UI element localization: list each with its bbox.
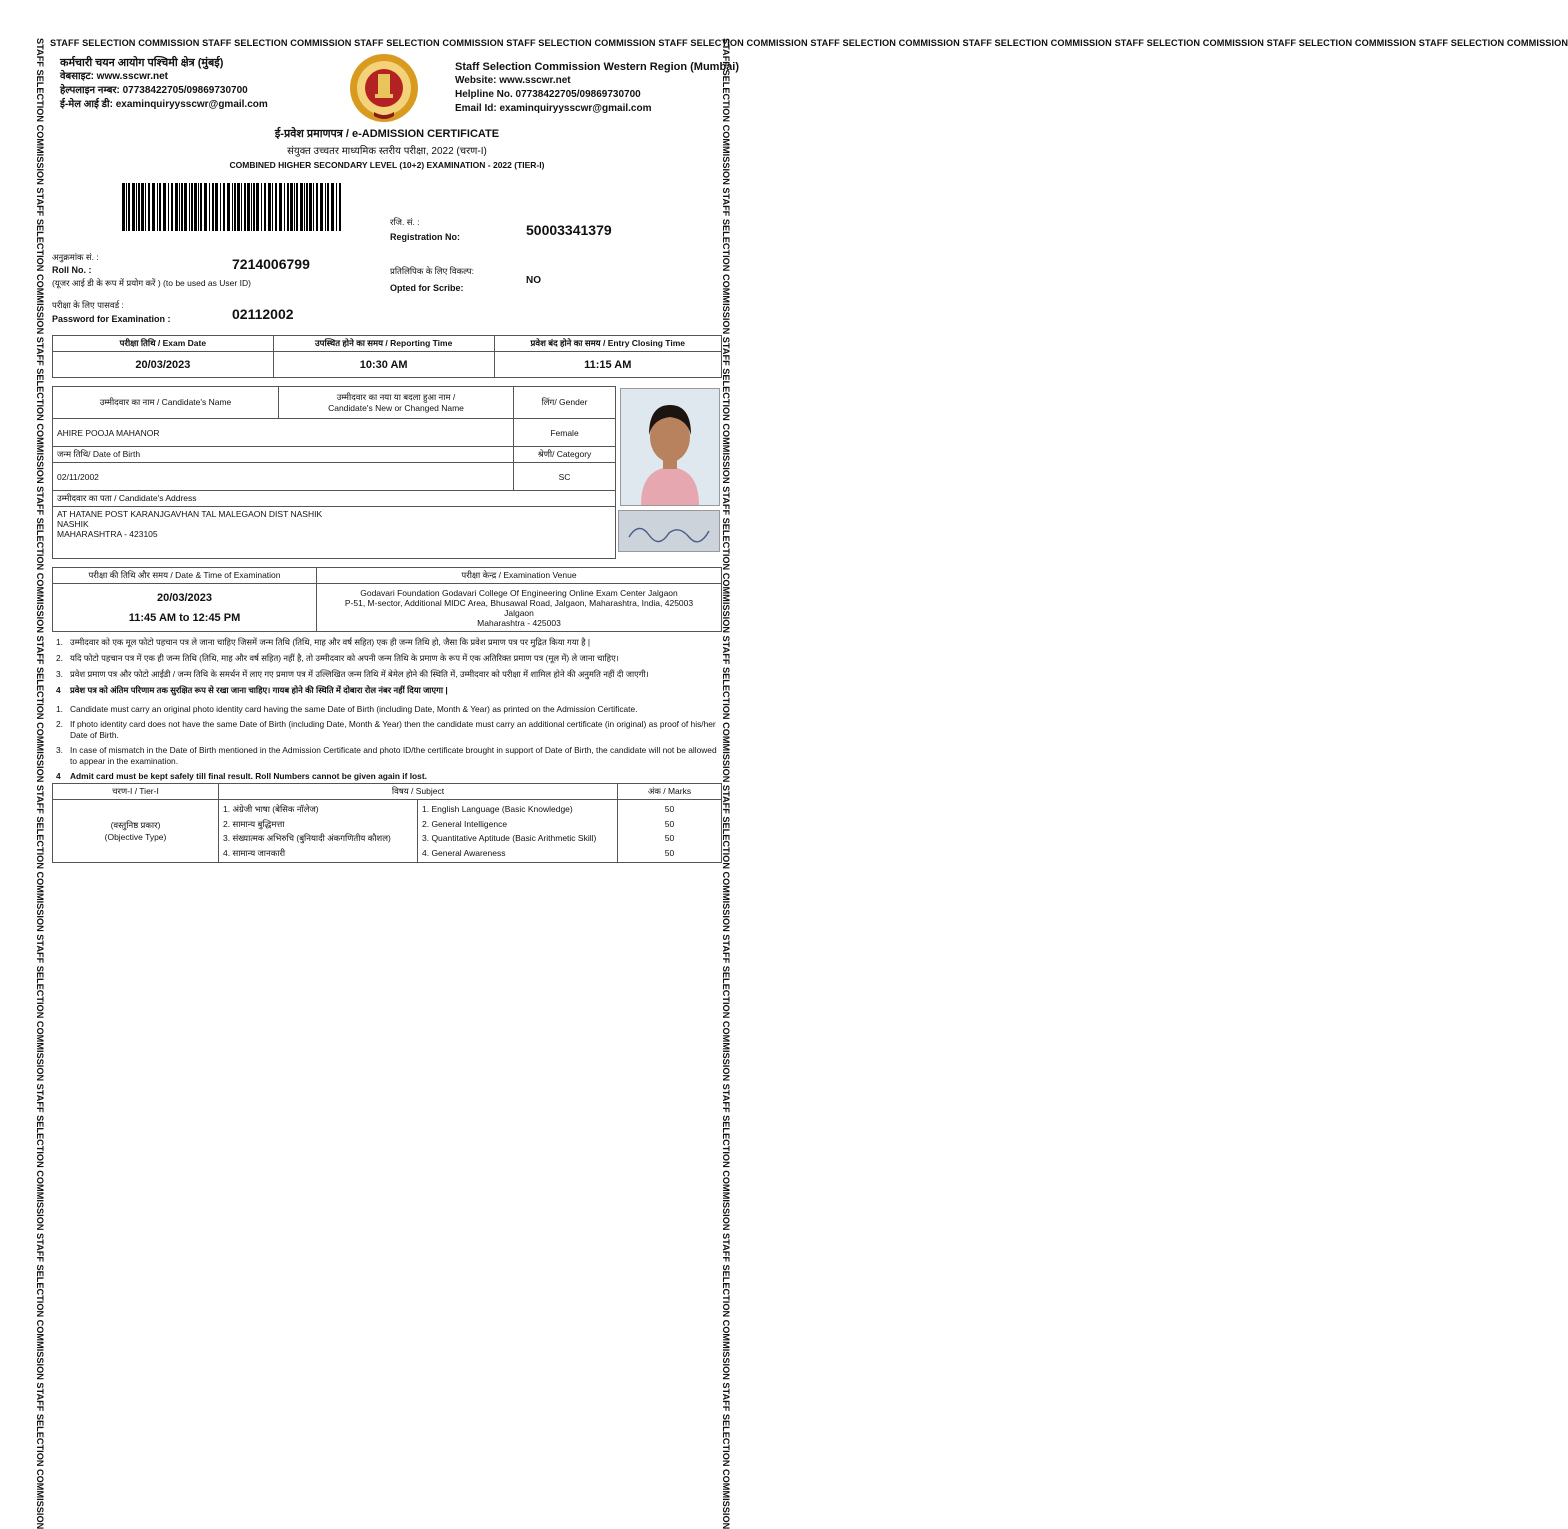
address-line-2: NASHIK <box>57 519 89 529</box>
password-label-en: Password for Examination : <box>52 314 171 324</box>
subject-en: 2. General Intelligence <box>422 818 508 829</box>
scribe-label-en: Opted for Scribe: <box>390 283 464 293</box>
venue-line-1: Godavari Foundation Godavari College Of Engineering Online Exam Center Jalgaon <box>360 587 678 598</box>
candidate-name-label: उम्मीदवार का नाम / Candidate's Name <box>53 387 279 419</box>
venue-value <box>317 584 722 632</box>
candidate-photo <box>620 388 720 506</box>
candidate-table <box>52 386 616 559</box>
instruction-hi-item: 3. प्रवेश प्रमाण पत्र और फोटो आईडी / जन्म तिथि के समर्थन में लाए गए प्रमाण पत्र में उल्लिखित जन्म तिथि में बेमेल होने की स्थिति में, उम्मीदवार को परीक्षा में शामिल होने की अनुमति नहीं दी जाएगी। <box>56 669 649 679</box>
border-text-top: STAFF SELECTION COMMISSION STAFF SELECTION COMMISSION STAFF SELECTION COMMISSION STAFF SELECTION COMMISSION STAFF SELECTION COMMISSION STAFF SELECTION COMMISSION STAFF SELECTION COMMISSION STAFF SELECTION COMMISSION STAFF SELECTION COMMISSION STAFF SELECTION COMMISSION <box>50 38 1568 48</box>
roll-number: 7214006799 <box>232 256 310 272</box>
category-value: SC <box>514 463 616 491</box>
new-name-label-hi: उम्मीदवार का नया या बदला हुआ नाम / <box>336 391 456 402</box>
subject-hi: 3. संख्यात्मक अभिरुचि (बुनियादी अंकगणितीय कौशल) <box>223 833 391 843</box>
subjects-marks <box>618 800 722 863</box>
instruction-en-item: 2. If photo identity card does not have the same Date of Birth (including Date, Month & Year) then the candidate must carry an additional certificate (in original) as proof of his/her Date of Birth. <box>56 719 716 740</box>
venue-line-3: Jalgaon <box>504 607 534 618</box>
new-name-label-en: Candidate's New or Changed Name <box>328 402 464 413</box>
border-text-left: STAFF SELECTION COMMISSION STAFF SELECTION COMMISSION STAFF SELECTION COMMISSION STAFF SELECTION COMMISSION STAFF SELECTION COMMISSION STAFF SELECTION COMMISSION STAFF SELECTION COMMISSION STAFF SELECTION COMMISSION STAFF SELECTION COMMISSION STAFF SELECTION COMMISSION <box>35 38 45 1529</box>
subjects-en <box>418 800 618 863</box>
subject-en: 1. English Language (Basic Knowledge) <box>422 804 573 814</box>
title-line-3: COMBINED HIGHER SECONDARY LEVEL (10+2) EXAMINATION - 2022 (TIER-I) <box>229 160 545 170</box>
header-right <box>455 60 739 116</box>
title-line-1: ई-प्रवेश प्रमाणपत्र / e-ADMISSION CERTIFICATE <box>274 128 500 140</box>
candidate-name-value: AHIRE POOJA MAHANOR <box>53 419 514 447</box>
email-en: Email Id: examinquiryysscwr@gmail.com <box>455 103 652 114</box>
venue-table <box>52 567 722 632</box>
org-name-en: Staff Selection Commission Western Region (Mumbai) <box>455 61 739 73</box>
venue-label: परीक्षा केन्द्र / Examination Venue <box>317 568 722 584</box>
tier-label: चरण-I / Tier-I <box>53 784 219 800</box>
instruction-en-item: 1. Candidate must carry an original photo identity card having the same Date of Birth (including Date, Month & Year) as printed on the Admission Certificate. <box>56 704 638 714</box>
website-hi: वेबसाइट: www.sscwr.net <box>60 71 169 82</box>
registration-label-en: Registration No: <box>390 232 461 242</box>
subject-hi: 4. सामान्य जानकारी <box>223 847 286 858</box>
email-hi: ई-मेल आई डी: examinquiryysscwr@gmail.com <box>60 99 268 110</box>
subject-marks: 50 <box>664 818 675 829</box>
address-label: उम्मीदवार का पता / Candidate's Address <box>53 491 616 507</box>
gender-label: लिंग/ Gender <box>514 387 616 419</box>
subject-hi: 1. अंग्रेजी भाषा (बेसिक नॉलेज) <box>223 804 319 814</box>
exam-datetime-value <box>53 584 317 632</box>
exam-date-value: 20/03/2023 <box>53 352 274 378</box>
subject-marks: 50 <box>664 847 675 858</box>
scribe-label-hi: प्रतिलिपिक के लिए विकल्प: <box>390 266 474 276</box>
objective-type <box>53 800 219 863</box>
org-name-hi: कर्मचारी चयन आयोग पश्चिमी क्षेत्र (मुंबई) <box>60 57 224 69</box>
subject-en: 3. Quantitative Aptitude (Basic Arithmetic Skill) <box>422 833 597 843</box>
subject-hi: 2. सामान्य बुद्धिमत्ता <box>223 818 285 829</box>
dob-value: 02/11/2002 <box>53 463 514 491</box>
venue-line-4: Maharashtra - 425003 <box>477 617 561 628</box>
datetime-label: परीक्षा की तिथि और समय / Date & Time of Examination <box>53 568 317 584</box>
instruction-hi-item: 2. यदि फोटो पहचान पत्र में एक ही जन्म तिथि (तिथि, माह और वर्ष सहित) नहीं है, तो उम्मीदवार को अपनी जन्म तिथि के प्रमाण के रूप में एक अतिरिक्त प्रमाण पत्र (मूल में) ले जाना चाहिए। <box>56 653 619 663</box>
instructions-en <box>56 704 722 782</box>
border-text-right: STAFF SELECTION COMMISSION STAFF SELECTION COMMISSION STAFF SELECTION COMMISSION STAFF SELECTION COMMISSION STAFF SELECTION COMMISSION STAFF SELECTION COMMISSION STAFF SELECTION COMMISSION STAFF SELECTION COMMISSION STAFF SELECTION COMMISSION STAFF SELECTION COMMISSION <box>721 38 731 1529</box>
subject-en: 4. General Awareness <box>422 847 506 858</box>
helpline-hi: हेल्पलाइन नम्बर: 07738422705/09869730700 <box>60 85 248 96</box>
entry-closing-label: प्रवेश बंद होने का समय / Entry Closing Time <box>494 336 721 352</box>
dob-label: जन्म तिथि/ Date of Birth <box>53 447 514 463</box>
scribe-value: NO <box>526 275 541 286</box>
category-label: श्रेणी/ Category <box>514 447 616 463</box>
helpline-en: Helpline No. 07738422705/09869730700 <box>455 89 641 100</box>
subjects-hi <box>219 800 418 863</box>
header-left <box>60 56 268 112</box>
instruction-en-item: 3. In case of mismatch in the Date of Birth mentioned in the Admission Certificate and photo ID/the certificate brought in support of Date of Birth, the candidate will not be allowed to appear in the examination. <box>56 745 717 766</box>
gender-value: Female <box>514 419 616 447</box>
website-en: Website: www.sscwr.net <box>455 75 571 86</box>
instructions-hi <box>56 637 722 701</box>
timing-table <box>52 335 722 378</box>
reporting-time-value: 10:30 AM <box>273 352 494 378</box>
subject-marks: 50 <box>664 804 675 814</box>
subjects-table <box>52 783 722 863</box>
exam-date-label: परीक्षा तिथि / Exam Date <box>53 336 274 352</box>
candidate-signature <box>618 510 720 552</box>
roll-label-en: Roll No. : <box>52 265 92 275</box>
registration-number: 50003341379 <box>526 222 612 238</box>
registration-label-hi: रजि. सं. : <box>390 217 420 227</box>
venue-exam-date: 20/03/2023 <box>156 591 213 604</box>
address-value <box>53 507 616 559</box>
address-line-3: MAHARASHTRA - 423105 <box>57 529 158 539</box>
ssc-emblem-logo <box>344 52 424 124</box>
venue-line-2: P-51, M-sector, Additional MIDC Area, Bhusawal Road, Jalgaon, Maharashtra, India, 425003 <box>344 597 694 608</box>
entry-closing-value: 11:15 AM <box>494 352 721 378</box>
marks-label: अंक / Marks <box>618 784 722 800</box>
title-line-2: संयुक्त उच्चतर माध्यमिक स्तरीय परीक्षा, 2022 (चरण-I) <box>287 146 487 157</box>
instruction-hi-item: 1. उम्मीदवार को एक मूल फोटो पहचान पत्र ले जाना चाहिए जिसमें जन्म तिथि (तिथि, माह और वर्ष सहित) एक ही जन्म तिथि हो, जैसा कि प्रवेश प्रमाण पत्र पर मुद्रित किया गया है | <box>56 637 591 647</box>
venue-exam-time: 11:45 AM to 12:45 PM <box>128 611 241 624</box>
candidate-new-name-label <box>279 387 514 419</box>
roll-note: (यूजर आई डी के रूप में प्रयोग करें ) (to be used as User ID) <box>52 278 251 288</box>
type-hi: (वस्तुनिष्ठ प्रकार) <box>110 820 161 830</box>
type-en: (Objective Type) <box>104 832 167 842</box>
instruction-en-item: 4 Admit card must be kept safely till final result. Roll Numbers cannot be given again if lost. <box>56 771 427 781</box>
roll-label-hi: अनुक्रमांक सं. : <box>52 252 99 262</box>
barcode <box>122 183 340 231</box>
instruction-hi-item: 4 प्रवेश पत्र को अंतिम परिणाम तक सुरक्षित रूप से रखा जाना चाहिए। गायब होने की स्थिति में दोबारा रोल नंबर नहीं दिया जाएगा | <box>56 685 448 695</box>
password-value: 02112002 <box>232 306 294 322</box>
password-label-hi: परीक्षा के लिए पासवर्ड : <box>52 300 124 310</box>
subject-label: विषय / Subject <box>219 784 618 800</box>
reporting-time-label: उपस्थित होने का समय / Reporting Time <box>273 336 494 352</box>
subject-marks: 50 <box>664 833 675 843</box>
address-line-1: AT HATANE POST KARANJGAVHAN TAL MALEGAON DIST NASHIK <box>57 509 323 519</box>
